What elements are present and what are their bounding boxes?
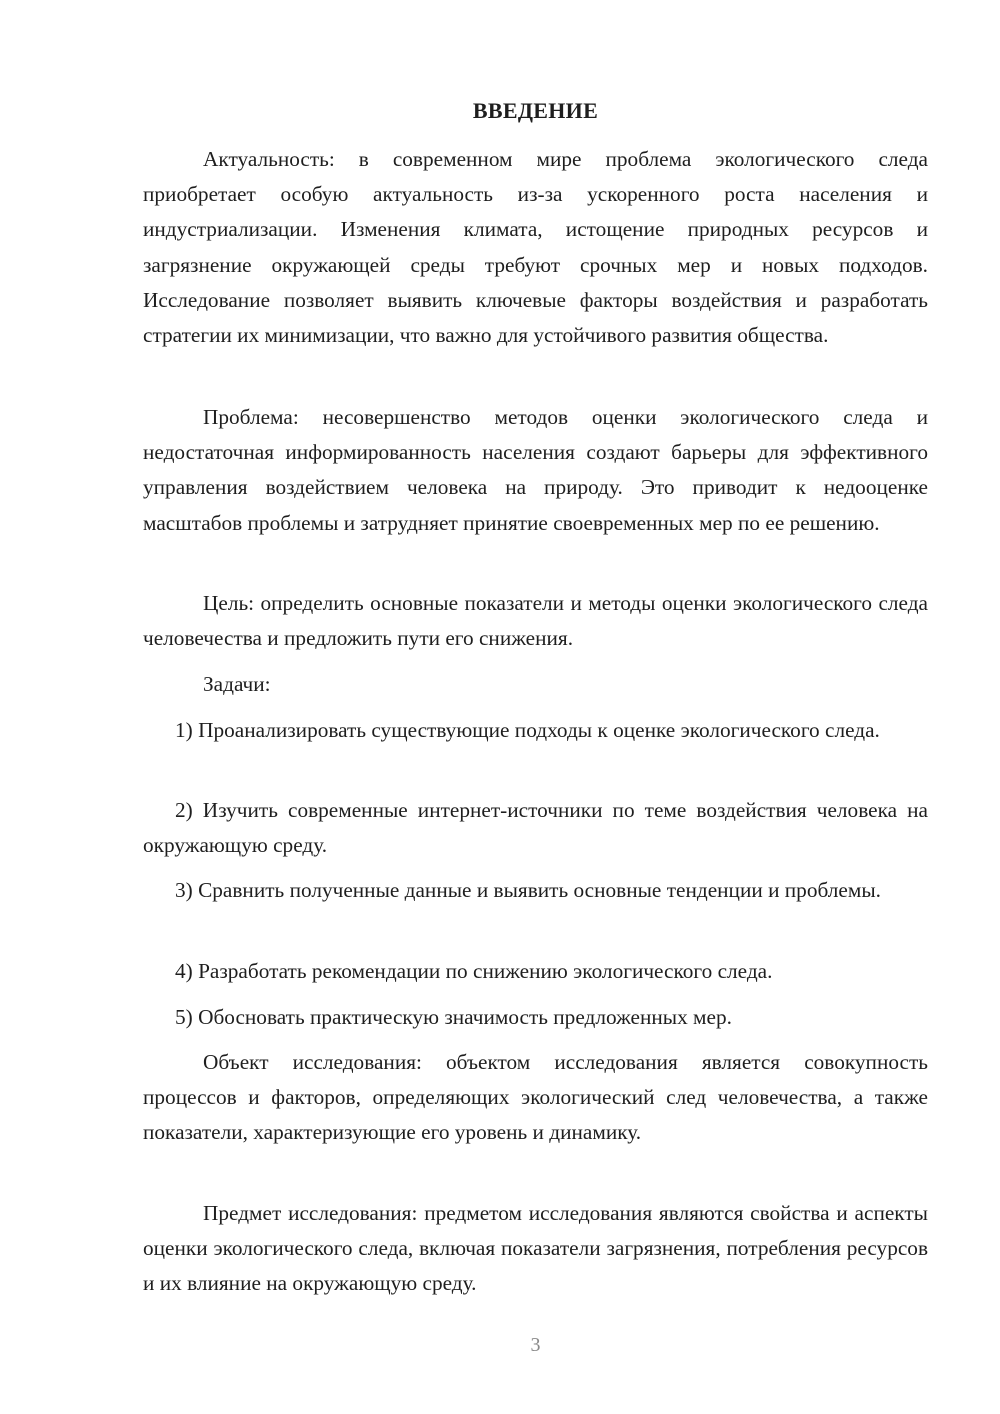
tasks-label: Задачи:: [203, 672, 271, 696]
task-item-5: 5) Обосновать практическую значимость предложенных мер.: [175, 1005, 732, 1029]
paragraph-subject: Предмет исследования: предметом исследования являются свойства и аспекты оценки экологического следа, включая показатели загрязнения, потребления ресурсов и их влияние на окружающую среду.: [143, 1201, 928, 1296]
paragraph-object: Объект исследования: объектом исследования является совокупность процессов и факторов, определяющих экологический след человечества, а также показатели, характеризующие его уровень и динамику.: [143, 1050, 928, 1145]
paragraph-goal: Цель: определить основные показатели и методы оценки экологического следа человечества и предложить пути его снижения.: [143, 591, 928, 651]
task-item-1: 1) Проанализировать существующие подходы к оценке экологического следа.: [175, 718, 880, 742]
paragraph-problem: Проблема: несовершенство методов оценки экологического следа и недостаточная информированность населения создают барьеры для эффективного управления воздействием человека на природу. Это приводит к недооценке масштабов проблемы и затрудняет принятие своевременных мер по ее решению.: [143, 405, 928, 535]
paragraph-relevance: Актуальность: в современном мире проблема экологического следа приобретает особую актуальность из-за ускоренного роста населения и индустриализации. Изменения климата, истощение природных ресурсов и загрязнение окружающей среды требуют срочных мер и новых подходов. Исследование позволяет выявить ключевые факторы воздействия и разработать стратегии их минимизации, что важно для устойчивого развития общества.: [143, 147, 928, 348]
page-number: 3: [530, 1334, 541, 1356]
page-title: ВВЕДЕНИЕ: [472, 98, 599, 123]
task-item-4: 4) Разработать рекомендации по снижению экологического следа.: [175, 959, 773, 983]
task-item-3: 3) Сравнить полученные данные и выявить основные тенденции и проблемы.: [175, 878, 881, 902]
task-item-2: 2) Изучить современные интернет-источники по теме воздействия человека на окружающую среду.: [143, 798, 928, 858]
document-page: [143, 0, 928, 1414]
